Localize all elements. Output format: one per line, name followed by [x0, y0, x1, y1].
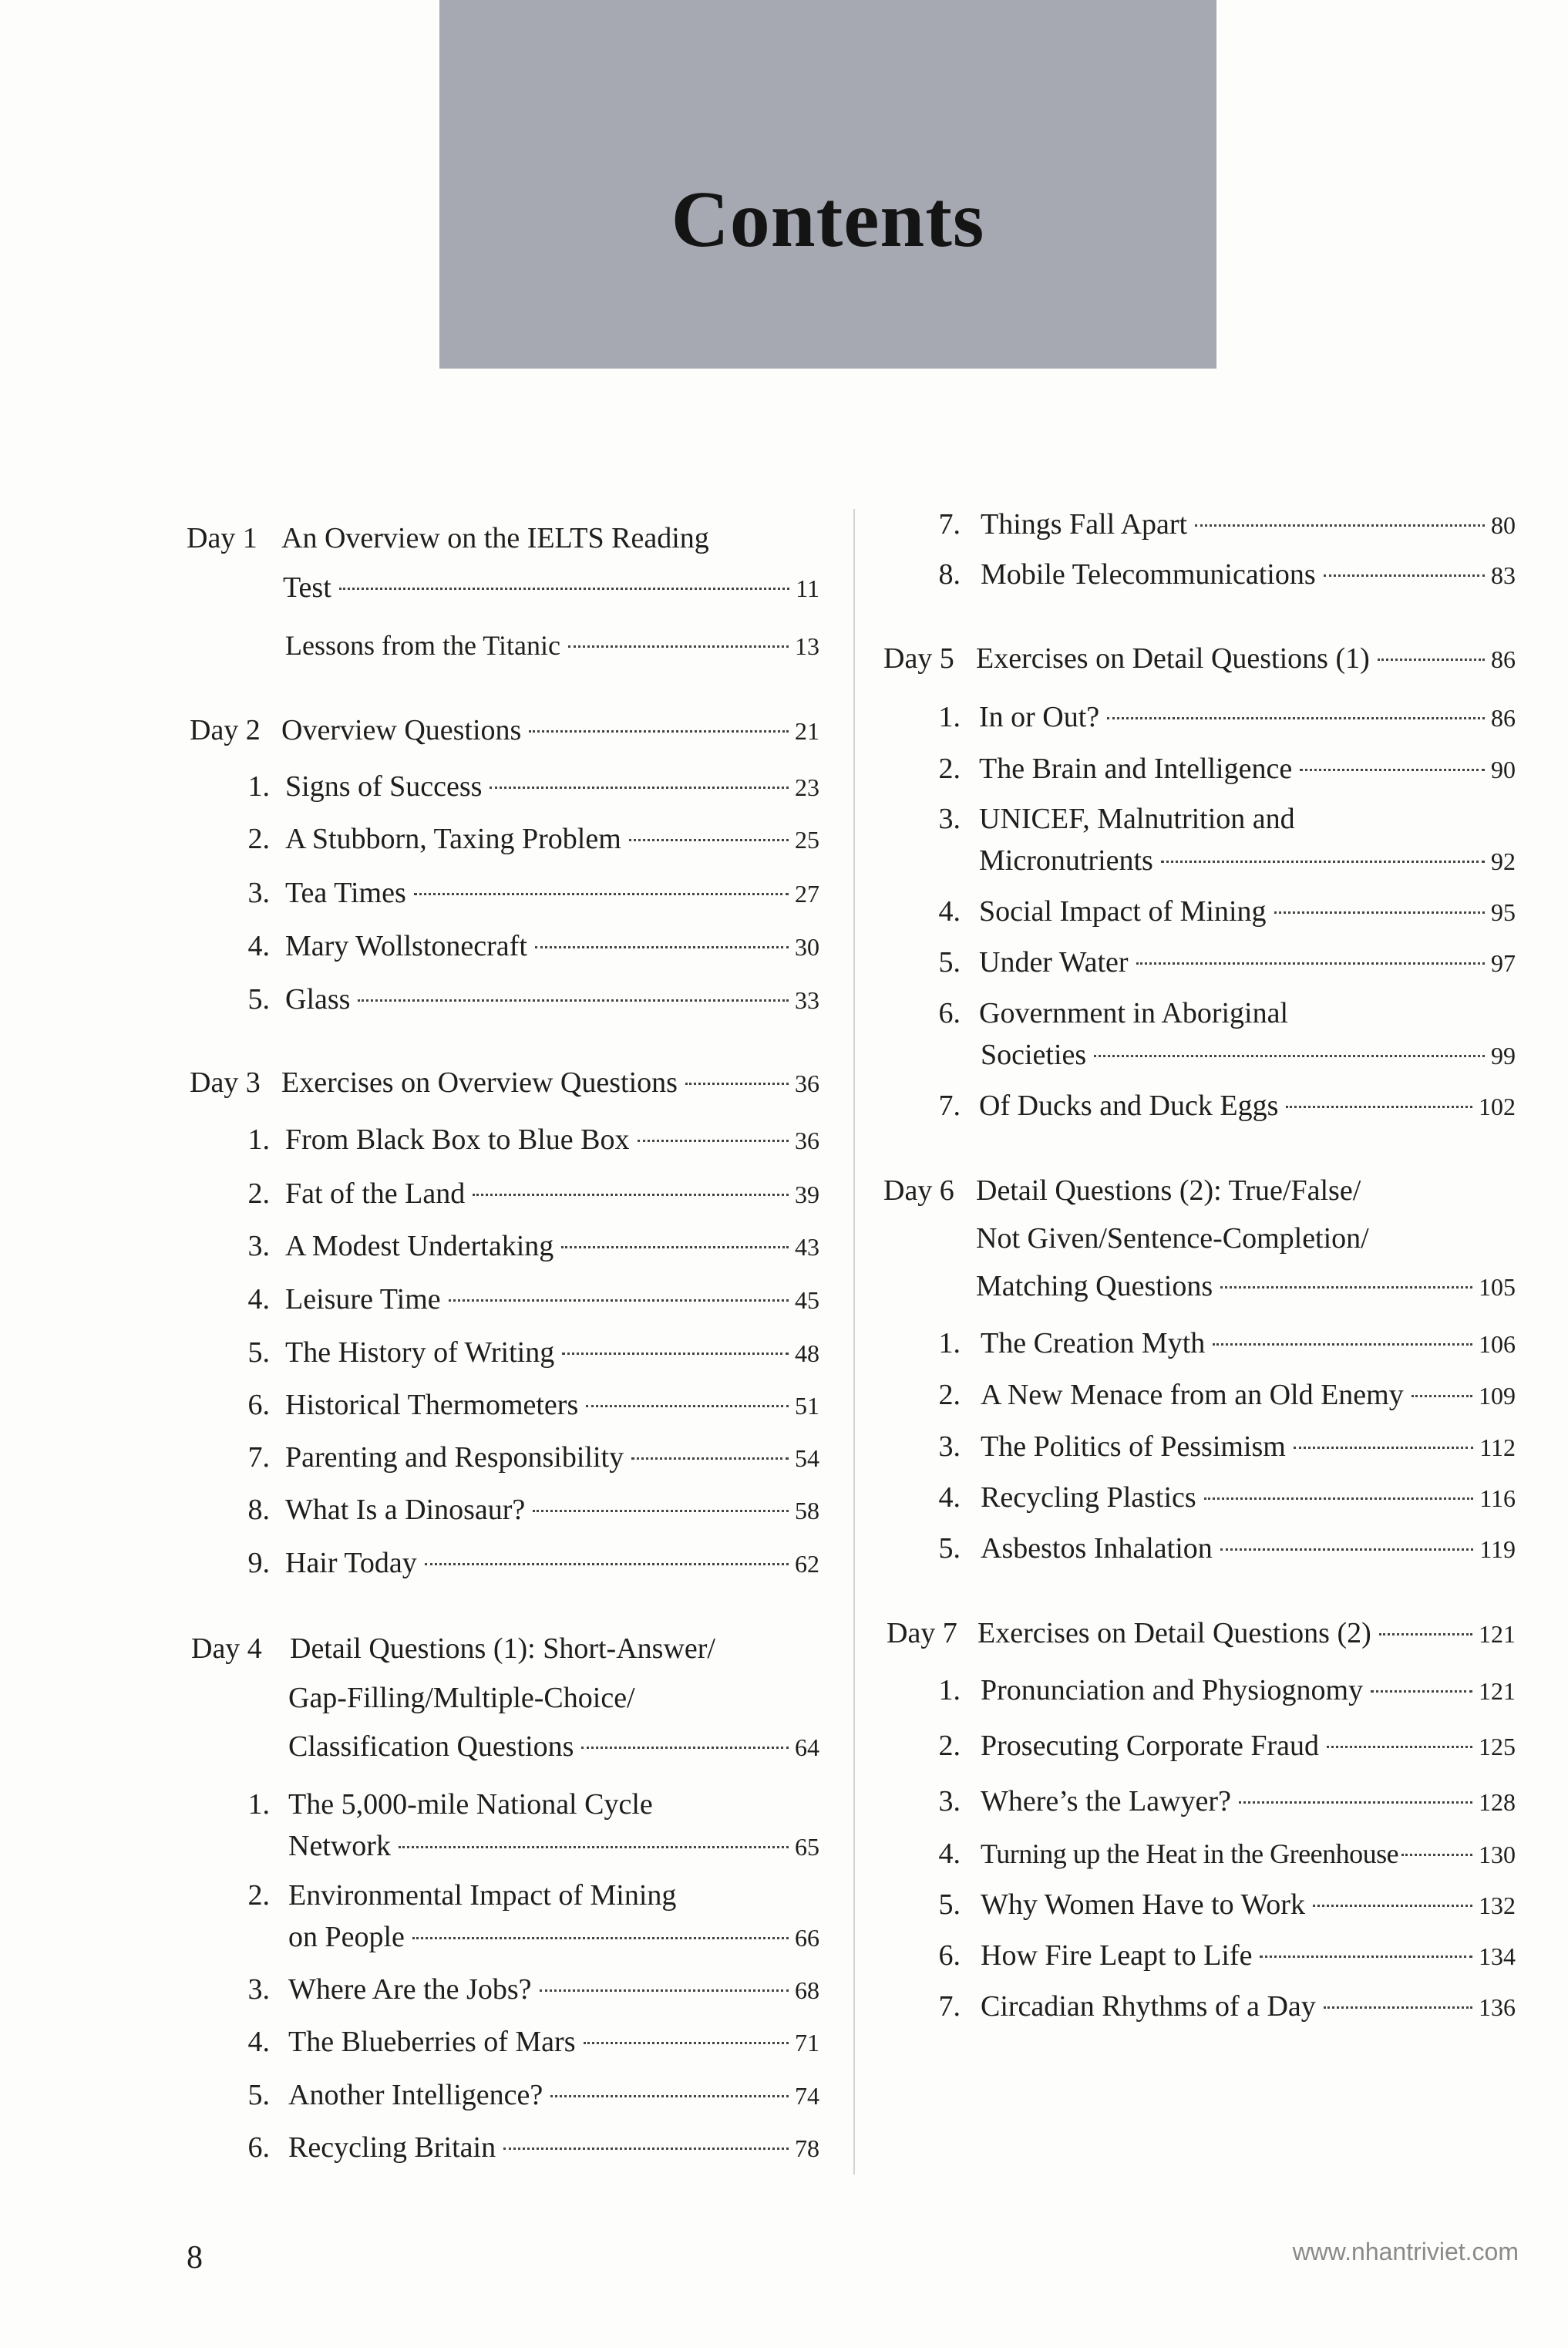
page-number: 13 — [795, 632, 819, 660]
entry-title: Things Fall Apart — [981, 508, 1188, 541]
entry-number: 8. — [938, 558, 961, 591]
entry-title: The Brain and Intelligence — [979, 753, 1293, 785]
entry-title: Mobile Telecommunications — [981, 558, 1316, 591]
day-title: Exercises on Detail Questions (2) — [977, 1617, 1371, 1649]
leader-dots — [1204, 1497, 1474, 1500]
entry-number: 3. — [247, 877, 270, 909]
entry-number: 3. — [938, 803, 961, 835]
entry-title: Turning up the Heat in the Greenhouse — [981, 1838, 1399, 1869]
leader-dots — [1379, 1633, 1472, 1636]
entry-number: 6. — [938, 1939, 961, 1972]
leader-dots — [1220, 1548, 1473, 1551]
day-label: Day 6 — [883, 1174, 954, 1207]
leader-dots — [568, 645, 789, 648]
leader-dots — [358, 999, 789, 1002]
entry-title: What Is a Dinosaur? — [285, 1494, 526, 1526]
leader-dots — [529, 730, 789, 733]
page-number: 51 — [795, 1392, 819, 1420]
entry-title: The Blueberries of Mars — [288, 2026, 576, 2058]
page-number: 62 — [795, 1550, 819, 1578]
leader-dots — [1286, 1106, 1472, 1108]
page-number: 54 — [795, 1444, 819, 1472]
page-number: 65 — [795, 1833, 819, 1861]
entry-number: 2. — [247, 1879, 270, 1912]
column-divider — [853, 509, 855, 2175]
leader-dots — [490, 787, 789, 789]
website-url: www.nhantriviet.com — [1292, 2238, 1519, 2265]
leader-dots — [1327, 1746, 1472, 1748]
leader-dots — [581, 1747, 789, 1749]
entry-number: 5. — [247, 2079, 270, 2111]
entry-title: Of Ducks and Duck Eggs — [979, 1090, 1279, 1122]
day-title-cont: Matching Questions — [976, 1270, 1213, 1302]
page-number: 39 — [795, 1181, 819, 1208]
leader-dots — [638, 1140, 789, 1142]
entry-number: 4. — [247, 1283, 270, 1315]
entry-title: Social Impact of Mining — [979, 895, 1267, 928]
day-title: Exercises on Overview Questions — [281, 1066, 678, 1099]
entry-number: 7. — [247, 1441, 270, 1474]
entry-number: 1. — [938, 1327, 961, 1359]
entry-number: 7. — [938, 1990, 961, 2023]
entry-number: 5. — [938, 1532, 961, 1565]
entry-title: Environmental Impact of Mining — [288, 1879, 677, 1912]
page-number: 74 — [795, 2082, 819, 2110]
entry-number: 4. — [247, 930, 270, 962]
page-number: 121 — [1479, 1620, 1516, 1648]
entry-title: In or Out? — [979, 701, 1100, 733]
entry-title: Asbestos Inhalation — [981, 1532, 1213, 1565]
day-label: Day 4 — [191, 1632, 262, 1665]
leader-dots — [631, 1457, 789, 1460]
day-title: Detail Questions (2): True/False/ — [976, 1174, 1361, 1207]
leader-dots — [449, 1299, 789, 1302]
page-number: 80 — [1491, 511, 1516, 539]
entry-title: Circadian Rhythms of a Day — [981, 1990, 1316, 2023]
leader-dots — [1260, 1956, 1472, 1958]
entry-number: 6. — [938, 997, 961, 1029]
entry-number: 3. — [938, 1785, 961, 1817]
page-number: 95 — [1491, 898, 1516, 926]
leader-dots — [1300, 769, 1485, 771]
leader-dots — [1239, 1801, 1472, 1804]
entry-title: Mary Wollstonecraft — [285, 930, 527, 962]
day-label: Day 5 — [883, 642, 954, 675]
leader-dots — [533, 1510, 789, 1512]
entry-title: The 5,000-mile National Cycle — [288, 1788, 653, 1821]
entry-number: 3. — [938, 1430, 961, 1463]
day-label: Day 3 — [190, 1066, 261, 1099]
entry-title: A New Menace from an Old Enemy — [981, 1379, 1404, 1411]
entry-number: 8. — [247, 1494, 270, 1526]
leader-dots — [550, 2095, 789, 2097]
day-title: An Overview on the IELTS Reading — [281, 522, 709, 554]
entry-title: Parenting and Responsibility — [285, 1441, 624, 1474]
page-number: 78 — [795, 2134, 819, 2162]
entry-number: 2. — [938, 1379, 961, 1411]
leader-dots — [629, 839, 789, 841]
entry-title: Where Are the Jobs? — [288, 1973, 532, 2006]
page-number: 134 — [1479, 1942, 1516, 1970]
day-label: Day 7 — [887, 1617, 957, 1649]
page-number: 116 — [1479, 1484, 1516, 1512]
page-title: Contents — [671, 175, 985, 264]
day-title-cont: Gap-Filling/Multiple-Choice/ — [288, 1682, 635, 1714]
entry-number: 2. — [938, 1730, 961, 1762]
entry-title: A Modest Undertaking — [285, 1230, 554, 1262]
leader-dots — [562, 1353, 789, 1355]
leader-dots — [1136, 962, 1485, 965]
entry-title: Prosecuting Corporate Fraud — [981, 1730, 1320, 1762]
entry-title: The Politics of Pessimism — [981, 1430, 1286, 1463]
leader-dots — [586, 1405, 789, 1407]
entry-number: 4. — [938, 1838, 961, 1870]
page-number: 25 — [795, 826, 819, 854]
entry-title: Recycling Plastics — [981, 1481, 1196, 1514]
entry-title: Another Intelligence? — [288, 2079, 543, 2111]
page-number: 97 — [1491, 949, 1516, 977]
entry-title: Recycling Britain — [288, 2131, 496, 2164]
leader-dots — [1412, 1395, 1472, 1397]
page-number: 36 — [795, 1127, 819, 1154]
leader-dots — [535, 946, 789, 948]
title-banner — [439, 0, 1216, 369]
leader-dots — [1195, 524, 1485, 527]
entry-number: 1. — [247, 770, 270, 803]
entry-title: UNICEF, Malnutrition and — [979, 803, 1295, 835]
page-number: 125 — [1479, 1733, 1516, 1760]
entry-title-cont: Societies — [981, 1039, 1087, 1071]
entry-title: Why Women Have to Work — [981, 1888, 1305, 1921]
entry-number: 5. — [247, 983, 270, 1016]
page-number-footer: 8 — [187, 2240, 203, 2276]
entry-number: 5. — [938, 946, 961, 979]
leader-dots — [473, 1194, 789, 1196]
leader-dots — [339, 588, 789, 590]
entry-number: 1. — [247, 1123, 270, 1156]
leader-dots — [540, 1989, 789, 1992]
leader-dots — [1094, 1055, 1485, 1057]
entry-title: Glass — [285, 983, 351, 1016]
page-number: 86 — [1491, 645, 1516, 673]
leader-dots — [1107, 717, 1485, 719]
page-number: 23 — [795, 773, 819, 801]
page-number: 30 — [795, 933, 819, 961]
page-number: 121 — [1479, 1677, 1516, 1705]
page-number: 21 — [795, 717, 819, 745]
leader-dots — [1220, 1286, 1472, 1289]
day-title: Exercises on Detail Questions (1) — [976, 642, 1370, 675]
page-number: 48 — [795, 1339, 819, 1367]
leader-dots — [1324, 2006, 1472, 2009]
leader-dots — [685, 1083, 789, 1085]
entry-number: 4. — [247, 2026, 270, 2058]
entry-title: The History of Writing — [285, 1336, 555, 1369]
leader-dots — [1213, 1343, 1472, 1346]
leader-dots — [1294, 1447, 1473, 1449]
entry-number: 6. — [247, 2131, 270, 2164]
day-title-cont: Not Given/Sentence-Completion/ — [976, 1222, 1369, 1255]
entry-number: 1. — [247, 1788, 270, 1821]
page-number: 136 — [1479, 1993, 1516, 2021]
entry-number: 3. — [247, 1230, 270, 1262]
leader-dots — [1401, 1854, 1472, 1856]
entry-title: Fat of the Land — [285, 1177, 466, 1210]
day-title: Overview Questions — [281, 714, 522, 746]
entry-number: 7. — [938, 1090, 961, 1122]
entry-title-cont: on People — [288, 1921, 405, 1953]
entry-title-cont: Micronutrients — [979, 844, 1153, 877]
leader-dots — [399, 1846, 789, 1848]
page-number: 119 — [1479, 1535, 1516, 1563]
leader-dots — [1324, 574, 1485, 577]
page-number: 128 — [1479, 1788, 1516, 1816]
page-number: 92 — [1491, 847, 1516, 875]
entry-title: The Creation Myth — [981, 1327, 1206, 1359]
page-number: 130 — [1479, 1841, 1516, 1868]
entry-number: 9. — [247, 1547, 270, 1579]
leader-dots — [561, 1246, 789, 1248]
page-number: 36 — [795, 1070, 819, 1097]
entry-title: From Black Box to Blue Box — [285, 1123, 630, 1156]
leader-dots — [1313, 1905, 1472, 1907]
entry-number: 2. — [247, 823, 270, 855]
page-number: 83 — [1491, 561, 1516, 589]
day-title-cont: Classification Questions — [288, 1730, 574, 1763]
page-number: 102 — [1479, 1093, 1516, 1120]
entry-title: Where’s the Lawyer? — [981, 1785, 1231, 1817]
entry-title: How Fire Leapt to Life — [981, 1939, 1253, 1972]
entry-title: Pronunciation and Physiognomy — [981, 1674, 1364, 1706]
entry-title: Tea Times — [285, 877, 406, 909]
entry-title: A Stubborn, Taxing Problem — [285, 823, 621, 855]
entry-number: 1. — [938, 701, 961, 733]
entry-number: 3. — [247, 1973, 270, 2006]
page-number: 64 — [795, 1733, 819, 1761]
day-label: Day 2 — [190, 714, 261, 746]
entry-title: Government in Aboriginal — [979, 997, 1289, 1029]
entry-number: 4. — [938, 895, 961, 928]
leader-dots — [414, 893, 789, 895]
entry-number: 6. — [247, 1389, 270, 1421]
page-number: 112 — [1479, 1433, 1516, 1461]
entry-number: 2. — [938, 753, 961, 785]
leader-dots — [1371, 1690, 1472, 1693]
entry-number: 4. — [938, 1481, 961, 1514]
entry-title: Historical Thermometers — [285, 1389, 579, 1421]
entry-number: 7. — [938, 508, 961, 541]
page-number: 106 — [1479, 1330, 1516, 1358]
entry-title: Signs of Success — [285, 770, 483, 803]
entry-number: 5. — [247, 1336, 270, 1369]
day-title: Detail Questions (1): Short-Answer/ — [290, 1632, 715, 1665]
entry-number: 1. — [938, 1674, 961, 1706]
page-number: 68 — [795, 1976, 819, 2004]
page-number: 99 — [1491, 1042, 1516, 1070]
leader-dots — [425, 1563, 789, 1565]
leader-dots — [1274, 911, 1485, 914]
page-number: 109 — [1479, 1382, 1516, 1410]
day-label: Day 1 — [187, 522, 257, 554]
page-number: 43 — [795, 1233, 819, 1261]
leader-dots — [584, 2042, 789, 2044]
entry-number: 2. — [247, 1177, 270, 1210]
page-number: 86 — [1491, 704, 1516, 732]
entry-title: Leisure Time — [285, 1283, 441, 1315]
day-title-cont: Test — [283, 571, 331, 604]
leader-dots — [503, 2148, 789, 2150]
leader-dots — [412, 1937, 789, 1939]
page-number: 71 — [795, 2029, 819, 2057]
page-number: 27 — [795, 880, 819, 908]
entry-title: Lessons from the Titanic — [285, 630, 560, 661]
page-number: 66 — [795, 1924, 819, 1952]
entry-title: Hair Today — [285, 1547, 417, 1579]
page-number: 33 — [795, 986, 819, 1014]
page-number: 11 — [796, 574, 819, 602]
page-number: 132 — [1479, 1892, 1516, 1919]
entry-title-cont: Network — [288, 1830, 391, 1862]
page-number: 90 — [1491, 756, 1516, 783]
entry-title: Under Water — [979, 946, 1129, 979]
page-number: 58 — [795, 1497, 819, 1524]
leader-dots — [1378, 659, 1485, 661]
leader-dots — [1161, 861, 1485, 863]
page-number: 45 — [795, 1286, 819, 1314]
entry-number: 5. — [938, 1888, 961, 1921]
page-number: 105 — [1479, 1273, 1516, 1301]
